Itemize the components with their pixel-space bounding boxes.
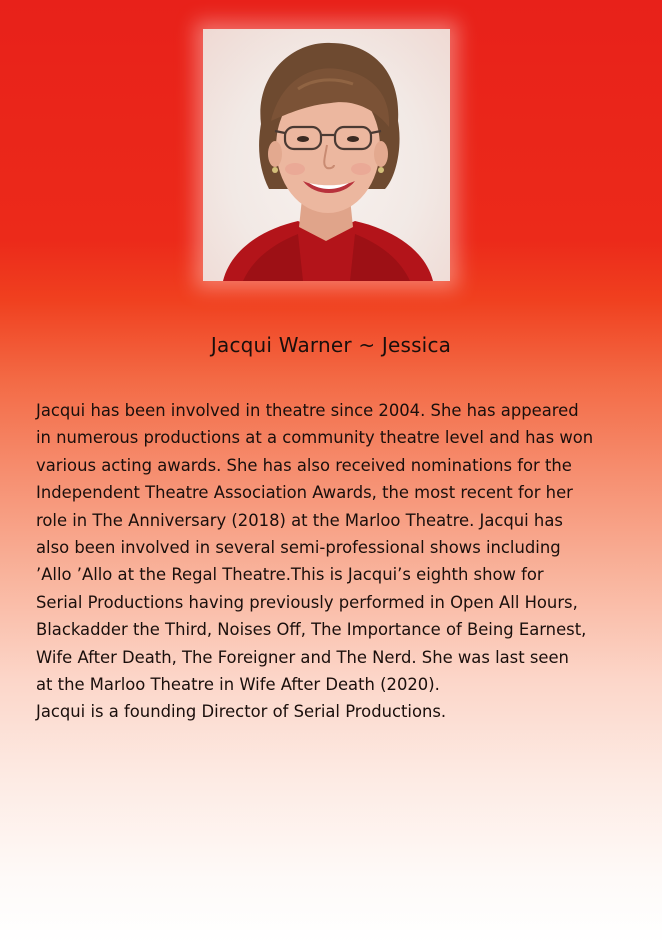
bio-line: Independent Theatre Association Awards, the most recent for her [36, 483, 573, 503]
biography-paragraph [36, 397, 636, 726]
portrait-illustration [203, 29, 450, 281]
bio-line: Wife After Death, The Foreigner and The Nerd. She was last seen [36, 647, 569, 667]
bio-line: at the Marloo Theatre in Wife After Death (2020). [36, 675, 440, 695]
bio-line: in numerous productions at a community theatre level and has won [36, 428, 594, 448]
bio-line: Blackadder the Third, Noises Off, The Importance of Being Earnest, [36, 620, 587, 640]
bio-line: ’Allo ’Allo at the Regal Theatre.This is Jacqui’s eighth show for [36, 565, 544, 585]
headshot-photo [203, 29, 450, 281]
bio-line: Jacqui has been involved in theatre since 2004. She has appeared [36, 401, 579, 420]
biography-text [36, 397, 636, 726]
closing-line: Jacqui is a founding Director of Serial Productions. [36, 702, 447, 722]
bio-line: Serial Productions having previously performed in Open All Hours, [36, 592, 578, 612]
actor-role-heading: Jacqui Warner ~ Jessica [210, 333, 452, 357]
bio-line: role in The Anniversary (2018) at the Marloo Theatre. Jacqui has [36, 510, 563, 530]
bio-line: also been involved in several semi-professional shows including [36, 538, 561, 558]
bio-line: various acting awards. She has also received nominations for the [36, 455, 572, 475]
